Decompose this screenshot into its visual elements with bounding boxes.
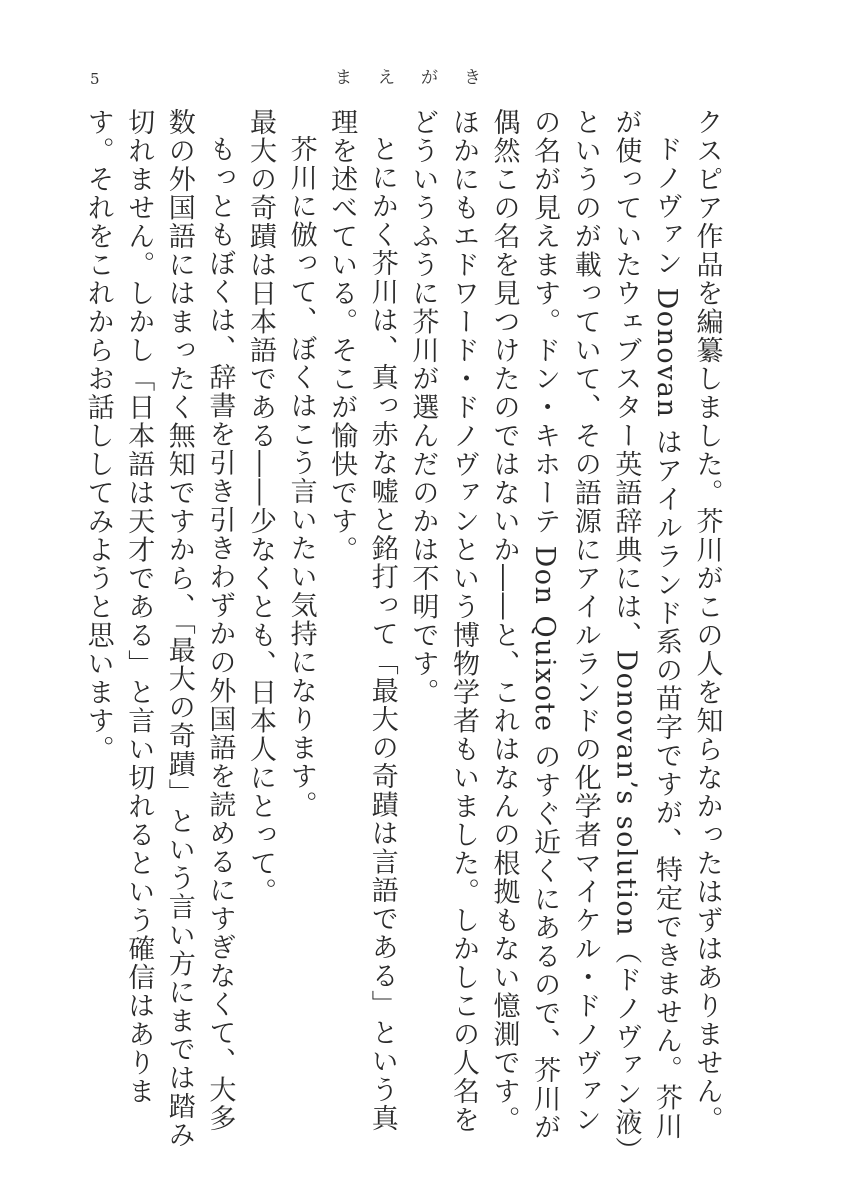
running-head: まえがき <box>335 68 507 88</box>
vertical-text-column <box>77 108 727 1158</box>
paragraph: 芥川に倣って、ぼくはこう言いたい気持になります。 <box>285 135 317 819</box>
paragraph: もっともぼくは、辞書を引き引きわずかの外国語を読めるにすぎなくて、大多数の外国語にはまったく無知ですから、「最大の奇蹟」という言い方にまでは踏み切れません。しかし「日本語は天才である」と言い切れるという確信はあります。それをこれからお話ししてみようと思います。 <box>82 108 236 1149</box>
paragraph: ドノヴァン Donovan はアイルランド系の苗字ですが、特定できません。芥川が使っていたウェブスター英語辞典には、Donovan’s solution（ドノヴァン液）というのが載っていて、その語源にアイルランドの化学者マイケル・ドノヴァンの名が見えます。ドン・キホーテ Don Quixote のすぐ近くにあるので、芥川が偶然この名を見つけたのではないか――と、これはなんの根拠もない憶測です。ほかにもエドワード・ドノヴァンという博物学者もいました。しかしこの人名をどういうふうに芥川が選んだのかは不明です。 <box>407 108 682 1152</box>
body-text <box>77 108 757 1158</box>
paragraph: 最大の奇蹟は日本語である――少なくとも、日本人にとって。 <box>244 108 276 906</box>
paragraph: とにかく芥川は、真っ赤な嘘と銘打って「最大の奇蹟は言語である」という真理を述べている。そこが愉快です。 <box>326 108 398 1133</box>
page-number: 5 <box>90 70 100 88</box>
paragraph: クスピア作品を編纂しました。芥川がこの人を知らなかったはずはありません。 <box>691 108 723 1134</box>
